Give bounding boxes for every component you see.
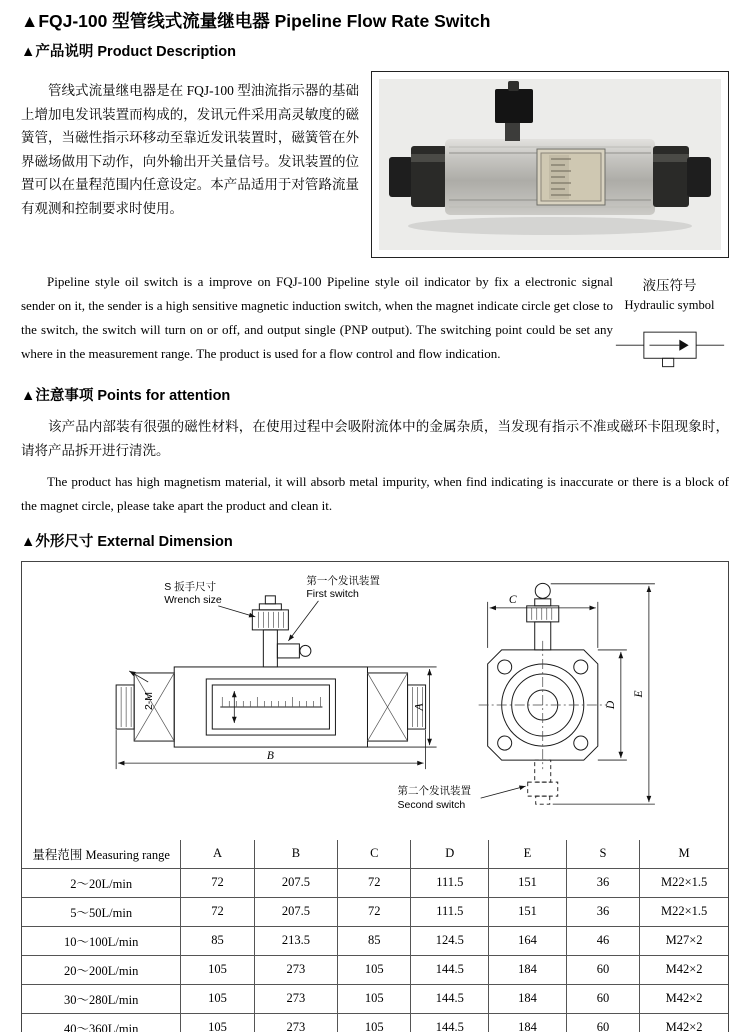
dimension-value-cell: 72: [181, 868, 254, 897]
product-description-en: Pipeline style oil switch is a improve on FQJ-100 Pipeline style oil indicator by fix a electronic signal sender on it, the sender is a high sensitive magnetic induction switch, when the magnet indicate circle get close to the switch, the switch will turn on or off, and output single (PNP output). The switching point could be set any where in the measurement range. The product is used for a flow control and flow indication.: [21, 274, 613, 361]
measuring-range-cell: 5～50L/min: [22, 897, 181, 926]
measuring-range-cell: 2～20L/min: [22, 868, 181, 897]
column-header: B: [254, 840, 337, 868]
dimension-value-cell: M42×2: [640, 984, 728, 1013]
first-switch-label-en: First switch: [306, 587, 359, 600]
page-title: ▲FQJ-100 型管线式流量继电器 Pipeline Flow Rate Switch: [21, 11, 491, 31]
measuring-range-cell: 40～360L/min: [22, 1013, 181, 1032]
attention-text-en: The product has high magnetism material, it will absorb metal impurity, when find indicating is inaccurate or there is a block of the magnet circle, please take apart the product and clean it.: [21, 474, 729, 513]
second-switch-label-en: Second switch: [397, 799, 466, 812]
table-row: [22, 984, 728, 1013]
product-photo-frame: [371, 71, 729, 258]
dimension-value-cell: 207.5: [254, 897, 337, 926]
dimension-value-cell: 164: [489, 926, 567, 955]
column-header: D: [411, 840, 489, 868]
hydraulic-symbol-block: [613, 270, 726, 372]
english-description-row: [21, 270, 729, 372]
dimension-panel: [21, 561, 729, 1032]
dimension-value-cell: 105: [181, 955, 254, 984]
dimension-value-cell: 72: [338, 868, 411, 897]
measuring-range-cell: 30～280L/min: [22, 984, 181, 1013]
dimension-value-cell: 184: [489, 1013, 567, 1032]
attention-text-cn: 该产品内部装有很强的磁性材料，在使用过程中会吸附流体中的金属杂质，当发现有指示不准或磁环卡阻现象时，请将产品拆开进行清洗。: [21, 419, 729, 458]
column-header: A: [181, 840, 254, 868]
dimension-value-cell: 105: [338, 984, 411, 1013]
table-row: [22, 897, 728, 926]
section-heading-attention: ▲注意事项 Points for attention: [21, 388, 231, 404]
dimension-c-label: C: [508, 593, 517, 606]
dimension-value-cell: 273: [254, 1013, 337, 1032]
dimension-value-cell: 144.5: [411, 1013, 489, 1032]
dimension-value-cell: M42×2: [640, 955, 728, 984]
dimension-value-cell: 151: [489, 868, 567, 897]
dimension-value-cell: M22×1.5: [640, 868, 728, 897]
dimension-value-cell: 111.5: [411, 897, 489, 926]
dimension-value-cell: 72: [338, 897, 411, 926]
dimension-value-cell: 36: [566, 897, 639, 926]
dimension-value-cell: 105: [338, 955, 411, 984]
table-row: [22, 868, 728, 897]
dimension-value-cell: 213.5: [254, 926, 337, 955]
dimension-value-cell: 60: [566, 984, 639, 1013]
column-header: C: [338, 840, 411, 868]
dimension-value-cell: 111.5: [411, 868, 489, 897]
table-row: [22, 926, 728, 955]
dimension-b-label: B: [266, 750, 274, 763]
measuring-range-cell: 20～200L/min: [22, 955, 181, 984]
dimension-table: [22, 840, 728, 1032]
hydraulic-symbol-label-en: Hydraulic symbol: [624, 298, 715, 312]
dimension-value-cell: 85: [181, 926, 254, 955]
dimension-d-label: D: [604, 700, 617, 710]
product-description-cn: 管线式流量继电器是在 FQJ-100 型油流指示器的基础上增加电发讯装置而构成的，发讯元件采用高灵敏度的磁簧管，当磁性指示环移动至靠近发讯装置时，磁簧管在外界磁场做用下动作，向外输出开关量信号。发讯装置的位置可以在量程范围内任意设定。本产品适用于对管路流量有观测和控制要求时使用。: [21, 83, 359, 216]
section-heading-product-description: ▲产品说明 Product Description: [21, 44, 236, 60]
dimension-e-label: E: [632, 690, 645, 698]
dimension-value-cell: M22×1.5: [640, 897, 728, 926]
dimension-value-cell: 36: [566, 868, 639, 897]
column-header: M: [640, 840, 728, 868]
measuring-range-cell: 10～100L/min: [22, 926, 181, 955]
dimension-value-cell: 207.5: [254, 868, 337, 897]
column-header: S: [566, 840, 639, 868]
dimension-value-cell: 124.5: [411, 926, 489, 955]
first-switch-label-cn: 第一个发讯装置: [306, 574, 380, 587]
section-heading-dimension: ▲外形尺寸 External Dimension: [21, 534, 233, 550]
dimension-value-cell: 273: [254, 984, 337, 1013]
dimension-value-cell: 85: [338, 926, 411, 955]
dimension-value-cell: M27×2: [640, 926, 728, 955]
dimension-a-label: A: [413, 703, 426, 711]
dimension-value-cell: M42×2: [640, 1013, 728, 1032]
dimension-value-cell: 105: [338, 1013, 411, 1032]
dimension-value-cell: 151: [489, 897, 567, 926]
dimension-table-body: [22, 868, 728, 1032]
table-row: [22, 955, 728, 984]
dimension-value-cell: 46: [566, 926, 639, 955]
hydraulic-symbol-icon: [614, 324, 726, 372]
dimension-value-cell: 72: [181, 897, 254, 926]
table-row: [22, 1013, 728, 1032]
wrench-size-label-cn: S 扳手尺寸: [164, 580, 217, 593]
dimension-value-cell: 144.5: [411, 955, 489, 984]
dimension-value-cell: 273: [254, 955, 337, 984]
wrench-size-label-en: Wrench size: [164, 593, 222, 606]
dimension-value-cell: 105: [181, 1013, 254, 1032]
column-header: E: [489, 840, 567, 868]
dimension-value-cell: 60: [566, 1013, 639, 1032]
dimension-table-head-row: [22, 840, 728, 868]
thread-dimension-label: 2-M: [143, 691, 156, 711]
dimension-drawing: [22, 562, 726, 840]
hydraulic-symbol-label-cn: 液压符号: [642, 278, 697, 293]
description-row: [21, 71, 729, 258]
dimension-value-cell: 105: [181, 984, 254, 1013]
dimension-value-cell: 184: [489, 984, 567, 1013]
dimension-value-cell: 184: [489, 955, 567, 984]
dimension-value-cell: 60: [566, 955, 639, 984]
second-switch-label-cn: 第二个发讯装置: [397, 785, 472, 798]
column-header: 量程范围 Measuring range: [22, 840, 181, 868]
dimension-value-cell: 144.5: [411, 984, 489, 1013]
product-photo: [379, 79, 721, 250]
